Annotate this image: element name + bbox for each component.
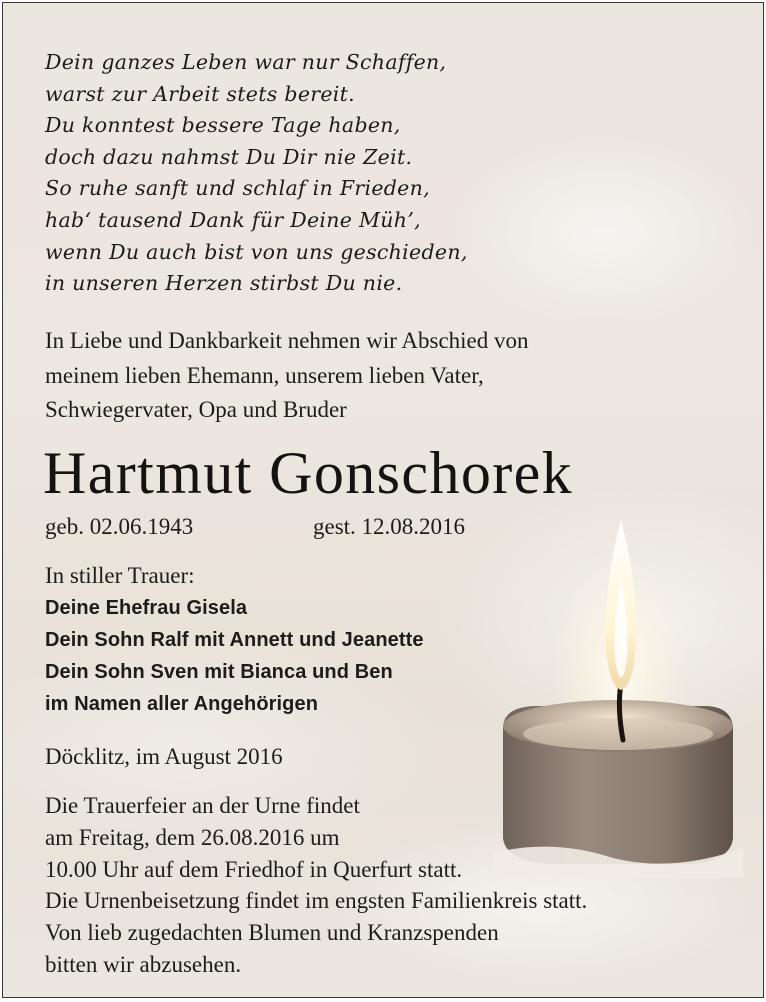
mourner-entry: im Namen aller Angehörigen: [45, 693, 319, 715]
poem-line: in unseren Herzen stirbst Du nie.: [45, 271, 403, 296]
info-line: Die Trauerfeier an der Urne findet: [45, 793, 360, 818]
info-line: bitten wir abzusehen.: [45, 951, 242, 977]
poem-line: Du konntest bessere Tage haben,: [45, 113, 401, 138]
info-line: Von lieb zugedachten Blumen und Kranzspenden: [45, 920, 499, 946]
deceased-name: Hartmut Gonschorek: [43, 440, 574, 506]
intro-line: In Liebe und Dankbarkeit nehmen wir Abschied von: [45, 328, 529, 353]
place-date: Döcklitz, im August 2016: [45, 744, 283, 769]
intro-line: Schwiegervater, Opa und Bruder: [45, 397, 347, 422]
memorial-poem: [45, 47, 468, 300]
mourner-entry: Dein Sohn Ralf mit Annett und Jeanette: [45, 629, 424, 651]
mourner-entry: Dein Sohn Sven mit Bianca und Ben: [45, 661, 393, 683]
info-line: am Freitag, dem 26.08.2016 um: [45, 824, 340, 850]
life-dates: [45, 511, 466, 543]
poem-line: hab‘ tausend Dank für Deine Müh’,: [45, 207, 421, 232]
intro-line: meinem lieben Ehemann, unserem lieben Vater,: [45, 362, 484, 388]
mourners-list: [45, 560, 424, 720]
poem-line: doch dazu nahmst Du Dir nie Zeit.: [45, 144, 413, 169]
mourner-entry: Deine Ehefrau Gisela: [45, 597, 248, 619]
obituary-card: [2, 2, 764, 998]
mourners-heading: In stiller Trauer:: [45, 563, 195, 588]
info-line: 10.00 Uhr auf dem Friedhof in Querfurt statt.: [45, 856, 463, 882]
death-date: gest. 12.08.2016: [313, 514, 466, 539]
poem-line: wenn Du auch bist von uns geschieden,: [45, 239, 468, 264]
candle-icon: [493, 508, 743, 878]
birth-date: geb. 02.06.1943: [45, 514, 194, 539]
poem-line: warst zur Arbeit stets bereit.: [45, 81, 355, 106]
info-line: Die Urnenbeisetzung findet im engsten Familienkreis statt.: [45, 888, 588, 914]
poem-line: Dein ganzes Leben war nur Schaffen,: [45, 50, 447, 74]
farewell-intro: [45, 324, 529, 428]
poem-line: So ruhe sanft und schlaf in Frieden,: [45, 176, 430, 201]
